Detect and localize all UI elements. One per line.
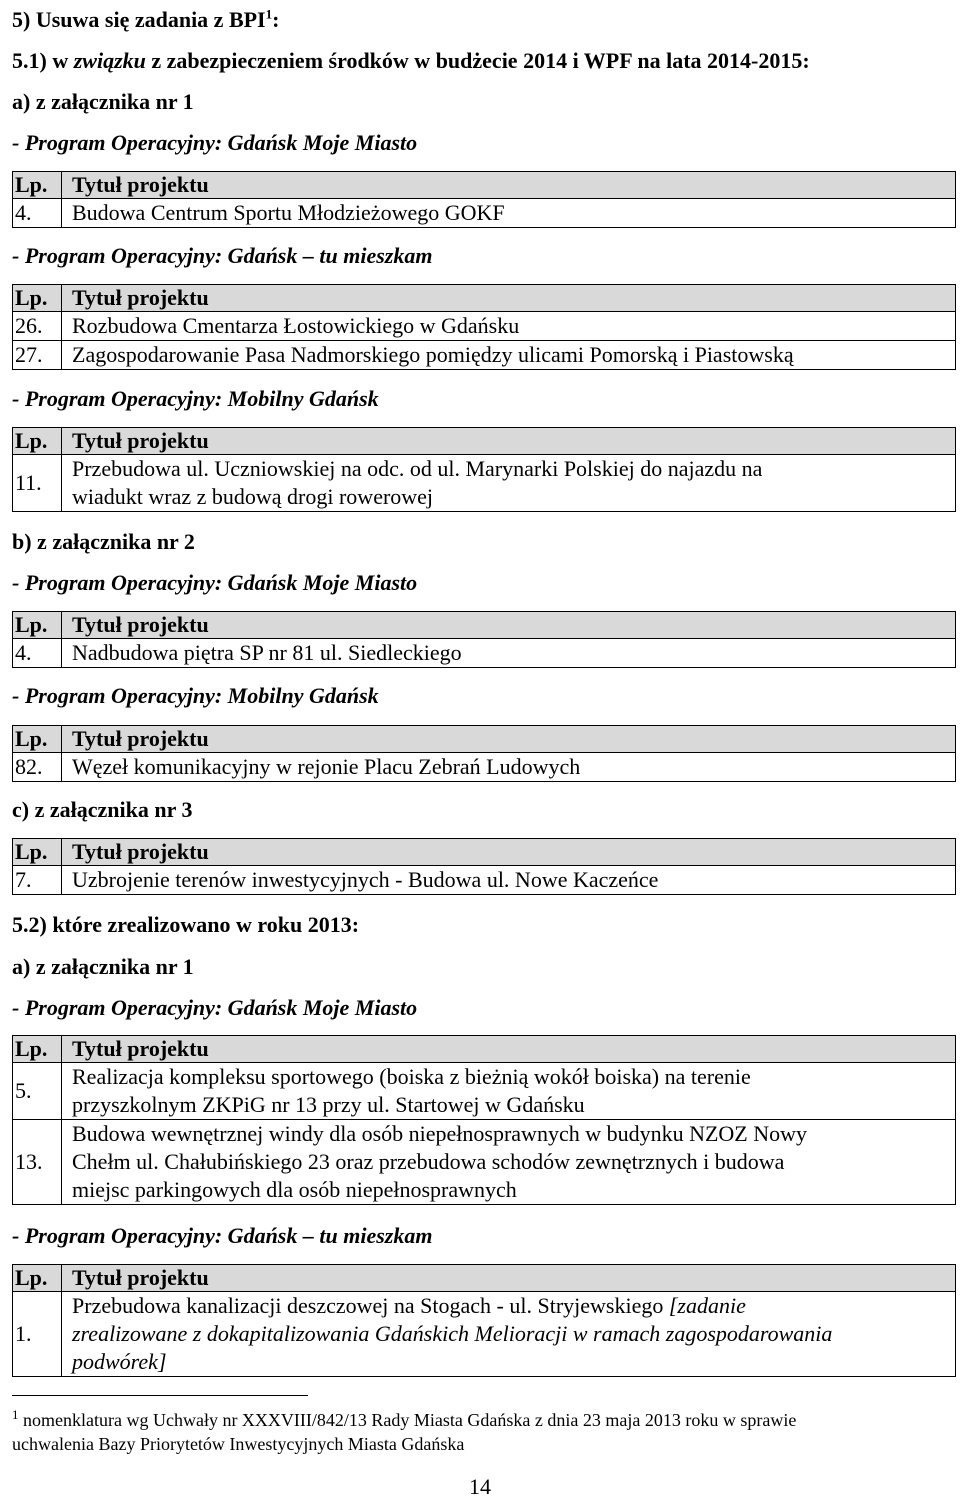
header-title: Tytuł projektu (62, 1265, 956, 1292)
row-title-line (72, 1292, 955, 1320)
header-title: Tytuł projektu (62, 1036, 956, 1063)
header-title: Tytuł projektu (62, 612, 956, 639)
row-title-line: Przebudowa ul. Uczniowskiej na odc. od ul. Marynarki Polskiej do najazdu na (72, 456, 763, 481)
row-title: Budowa Centrum Sportu Młodzieżowego GOKF (62, 199, 956, 228)
s51-prefix: 5.1) w (12, 48, 74, 73)
row-title-line: Realizacja kompleksu sportowego (boiska z bieżnią wokół boiska) na terenie (72, 1064, 751, 1089)
table-header-row (13, 428, 956, 455)
project-table (12, 1264, 956, 1377)
attachment-2-heading: b) z załącznika nr 2 (12, 529, 195, 554)
row-title (62, 1063, 956, 1120)
section-5-heading (12, 6, 279, 34)
project-table (12, 427, 956, 512)
program-mobilny-heading: - Program Operacyjny: Mobilny Gdańsk (12, 386, 379, 411)
attachment-1-heading: a) z załącznika nr 1 (12, 89, 194, 114)
project-table (12, 838, 956, 895)
footnote-line: nomenklatura wg Uchwały nr XXXVIII/842/13 Rady Miasta Gdańska z dnia 23 maja 2013 roku w sprawie (18, 1410, 797, 1430)
header-lp: Lp. (13, 839, 62, 866)
project-table (12, 284, 956, 370)
row-title-line: Budowa wewnętrznej windy dla osób niepełnosprawnych w budynku NZOZ Nowy (72, 1121, 808, 1146)
table-header-row (13, 172, 956, 199)
row-lp: 27. (13, 341, 62, 370)
row-title: Rozbudowa Cmentarza Łostowickiego w Gdańsku (62, 312, 956, 341)
table-header-row (13, 839, 956, 866)
footnote (12, 1408, 942, 1456)
row-lp: 1. (13, 1292, 62, 1377)
program-moje-miasto-heading: - Program Operacyjny: Gdańsk Moje Miasto (12, 130, 418, 155)
row-lp: 5. (13, 1063, 62, 1120)
section-5-2-heading: 5.2) które zrealizowano w roku 2013: (12, 912, 360, 937)
project-table (12, 1035, 956, 1205)
s51-italic: związku (73, 48, 146, 73)
row-lp: 13. (13, 1120, 62, 1205)
row-lp: 4. (13, 639, 62, 668)
table-header-row (13, 285, 956, 312)
footnote-number: 1 (12, 1407, 19, 1422)
header-lp: Lp. (13, 1265, 62, 1292)
row-title (62, 455, 956, 512)
table-row (13, 1120, 956, 1205)
program-moje-miasto-heading: - Program Operacyjny: Gdańsk Moje Miasto (12, 570, 418, 595)
row-lp: 26. (13, 312, 62, 341)
header-title: Tytuł projektu (62, 285, 956, 312)
footnote-ref: 1 (265, 6, 273, 22)
row-title: Węzeł komunikacyjny w rejonie Placu Zebrań Ludowych (62, 753, 956, 782)
row-title-line: wiadukt wraz z budową drogi rowerowej (72, 484, 434, 509)
s51-rest: z zabezpieczeniem środków w budżecie 2014 i WPF na lata 2014-2015: (145, 48, 810, 73)
row-title-line: przyszkolnym ZKPiG nr 13 przy ul. Startowej w Gdańsku (72, 1092, 585, 1117)
header-title: Tytuł projektu (62, 839, 956, 866)
row-title-note: podwórek] (72, 1349, 167, 1374)
row-lp: 7. (13, 866, 62, 895)
table-header-row (13, 612, 956, 639)
row-lp: 11. (13, 455, 62, 512)
header-title: Tytuł projektu (62, 428, 956, 455)
footnote-line: uchwalenia Bazy Priorytetów Inwestycyjnych Miasta Gdańska (12, 1434, 465, 1454)
table-row (13, 639, 956, 668)
project-table (12, 171, 956, 228)
row-title-note: zrealizowane z dokapitalizowania Gdańskich Melioracji w ramach zagospodarowania (72, 1321, 833, 1346)
table-row (13, 753, 956, 782)
table-row (13, 866, 956, 895)
row-title (62, 1292, 956, 1377)
program-mobilny-heading: - Program Operacyjny: Mobilny Gdańsk (12, 683, 379, 708)
header-lp: Lp. (13, 428, 62, 455)
table-header-row (13, 1265, 956, 1292)
page-number: 14 (469, 1474, 491, 1499)
header-lp: Lp. (13, 1036, 62, 1063)
table-row (13, 199, 956, 228)
project-table (12, 611, 956, 668)
header-lp: Lp. (13, 612, 62, 639)
table-row (13, 312, 956, 341)
project-table (12, 725, 956, 782)
row-title-note: [zadanie (668, 1293, 746, 1318)
section-5-colon: : (272, 7, 280, 32)
section-5-1-heading (12, 47, 810, 75)
header-lp: Lp. (13, 285, 62, 312)
attachment-1-heading: a) z załącznika nr 1 (12, 954, 194, 979)
header-title: Tytuł projektu (62, 726, 956, 753)
row-title: Zagospodarowanie Pasa Nadmorskiego pomiędzy ulicami Pomorską i Piastowską (62, 341, 956, 370)
program-tu-mieszkam-heading: - Program Operacyjny: Gdańsk – tu mieszkam (12, 243, 433, 268)
header-lp: Lp. (13, 172, 62, 199)
footnote-separator (12, 1395, 308, 1396)
table-row (13, 341, 956, 370)
table-row (13, 1063, 956, 1120)
row-lp: 82. (13, 753, 62, 782)
attachment-3-heading: c) z załącznika nr 3 (12, 797, 193, 822)
table-header-row (13, 726, 956, 753)
row-title-line: Chełm ul. Chałubińskiego 23 oraz przebudowa schodów zewnętrznych i budowa (72, 1149, 785, 1174)
section-5-title: 5) Usuwa się zadania z BPI (12, 7, 266, 32)
header-lp: Lp. (13, 726, 62, 753)
table-row (13, 1292, 956, 1377)
row-title (62, 1120, 956, 1205)
program-tu-mieszkam-heading: - Program Operacyjny: Gdańsk – tu mieszkam (12, 1223, 433, 1248)
row-title-text: Przebudowa kanalizacji deszczowej na Stogach - ul. Stryjewskiego (72, 1293, 669, 1318)
table-header-row (13, 1036, 956, 1063)
program-moje-miasto-heading: - Program Operacyjny: Gdańsk Moje Miasto (12, 995, 418, 1020)
row-title: Uzbrojenie terenów inwestycyjnych - Budowa ul. Nowe Kaczeńce (62, 866, 956, 895)
row-title: Nadbudowa piętra SP nr 81 ul. Siedleckiego (62, 639, 956, 668)
header-title: Tytuł projektu (62, 172, 956, 199)
table-row (13, 455, 956, 512)
row-lp: 4. (13, 199, 62, 228)
row-title-line: miejsc parkingowych dla osób niepełnosprawnych (72, 1177, 517, 1202)
